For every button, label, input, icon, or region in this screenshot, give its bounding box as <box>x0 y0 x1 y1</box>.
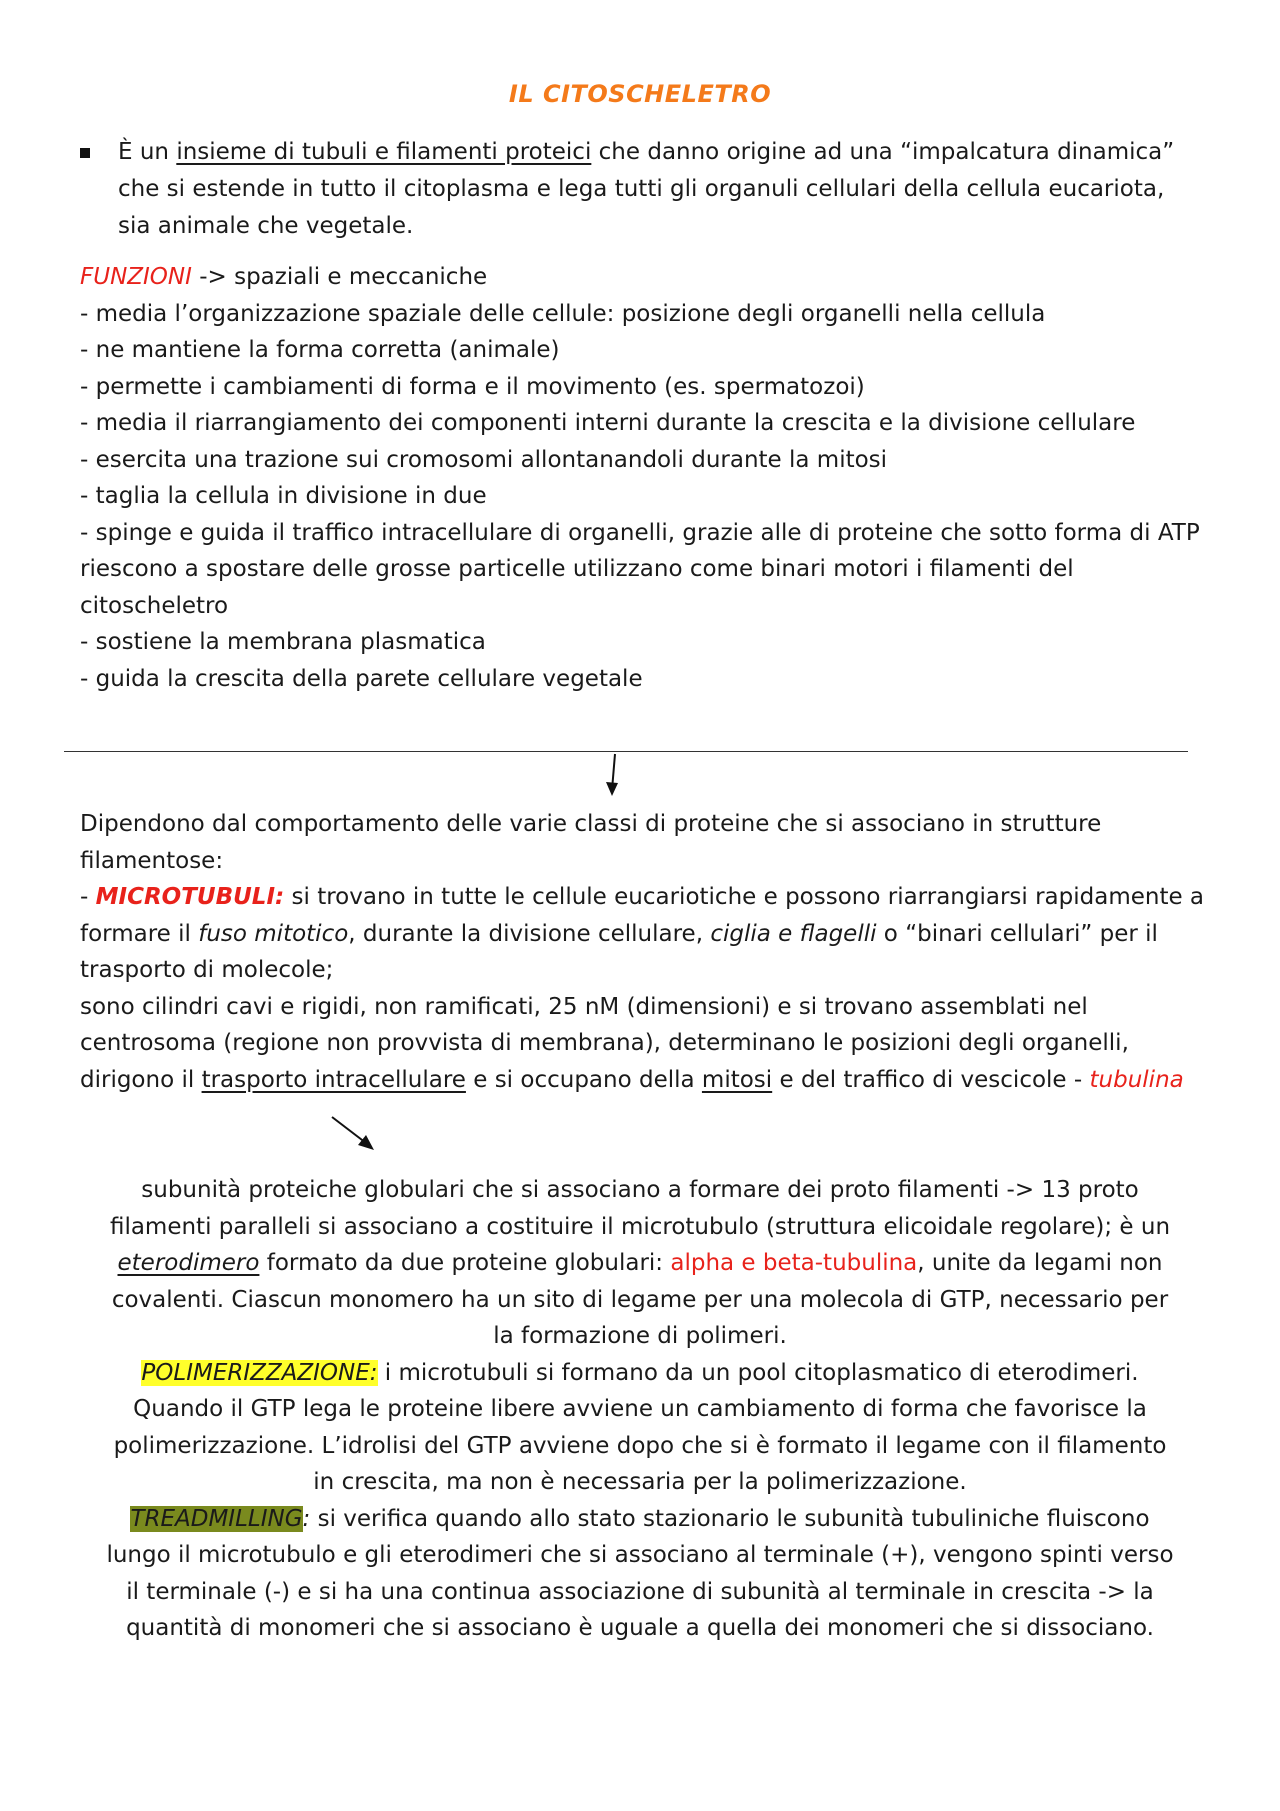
microtubuli-label: MICROTUBULI: <box>95 884 285 910</box>
treadmilling-text: si verifica quando allo stato stazionario le subunità tubuliniche fluiscono lungo il microtubulo e gli eterodimeri che si associano al terminale (+), vengono spinti verso il terminale (-) e si ha una continua associazione di subunità al terminale in crescita -> la quantità di monomeri che si associano è uguale a quella dei monomeri che si dissociano. <box>106 1505 1174 1641</box>
funzioni-item: - esercita una trazione sui cromosomi allontanandoli durante la mitosi <box>80 446 888 473</box>
fuso-mitotico: fuso mitotico <box>198 920 349 947</box>
funzioni-item: - taglia la cellula in divisione in due <box>80 483 487 509</box>
cilindri-paragraph <box>80 989 1210 1099</box>
dipendono-text: Dipendono dal comportamento delle varie classi di proteine che si associano in strutture filamentose: <box>80 811 1102 874</box>
funzioni-item: - ne mantiene la forma corretta (animale) <box>80 337 560 363</box>
funzioni-item: - permette i cambiamenti di forma e il movimento (es. spermatozoi) <box>80 373 865 400</box>
subunita-text-2: formato da due proteine globulari: <box>259 1250 671 1276</box>
cilindri-text-3: e del traffico di vescicole - <box>772 1066 1090 1093</box>
microtubuli-dash: - <box>80 884 96 910</box>
square-bullet-icon <box>80 148 90 158</box>
page-title: IL CITOSCHELETRO <box>508 80 772 108</box>
diagonal-arrow-icon <box>330 1113 378 1153</box>
intro-text-2: che danno origine ad una “impalcatura dinamica” che si estende in tutto il citoplasma e lega tutti gli organuli cellulari della cellula eucariota, sia animale che vegetale. <box>118 139 1175 239</box>
funzioni-label: FUNZIONI <box>80 264 192 290</box>
intro-text <box>118 134 1190 245</box>
microtubuli-section <box>80 806 1210 1098</box>
treadmilling-label: TREADMILLING <box>130 1505 303 1532</box>
microtubuli-text-3: o “binari cellulari” per il trasporto di molecole; <box>80 920 1158 983</box>
treadmilling-colon: : <box>302 1505 311 1532</box>
polimerizzazione-paragraph <box>100 1355 1180 1501</box>
funzioni-item: - spinge e guida il traffico intracellulare di organelli, grazie alle di proteine che sotto forma di ATP riescono a spostare delle grosse particelle utilizzano come binari motori i filamenti del citoscheletro <box>80 519 1200 619</box>
trasporto-underlined: trasporto intracellulare <box>201 1066 466 1093</box>
funzioni-label-rest: -> spaziali e meccaniche <box>191 264 488 290</box>
eterodimero-label: eterodimero <box>117 1250 260 1276</box>
subunita-paragraph <box>100 1172 1180 1355</box>
microtubuli-text-1: si trovano in tutte le cellule eucariotiche e possono riarrangiarsi rapidamente a formare il <box>80 884 1205 947</box>
intro-underlined: insieme di tubuli e filamenti proteici <box>176 139 592 165</box>
cilindri-text-2: e si occupano della <box>465 1066 702 1093</box>
funzioni-item: - guida la crescita della parete cellulare vegetale <box>80 665 643 692</box>
polimerizzazione-label: POLIMERIZZAZIONE: <box>141 1359 378 1386</box>
cilindri-text-1: sono cilindri cavi e rigidi, non ramificati, 25 nM (dimensioni) e si trovano assemblati nel centrosoma (regione non provvista di membrana), determinano le posizioni degli organelli, dirigono il <box>80 993 1129 1093</box>
alpha-beta-tubulina: alpha e beta-tubulina <box>670 1250 918 1276</box>
tubulina-label: tubulina <box>1089 1066 1184 1093</box>
funzioni-item: - sostiene la membrana plasmatica <box>80 629 486 655</box>
microtubuli-text-2: , durante la divisione cellulare, <box>348 920 711 947</box>
mitosi-underlined: mitosi <box>701 1066 773 1093</box>
funzioni-item: - media il riarrangiamento dei componenti interni durante la crescita e la divisione cellulare <box>80 410 1136 436</box>
polimerizzazione-text: i microtubuli si formano da un pool citoplasmatico di eterodimeri. Quando il GTP lega le proteine libere avviene un cambiamento di forma che favorisce la polimerizzazione. L’idrolisi del GTP avviene dopo che si è formato il legame con il filamento in crescita, ma non è necessaria per la polimerizzazione. <box>113 1359 1167 1495</box>
funzioni-section <box>80 259 1210 697</box>
funzioni-heading <box>80 259 1210 296</box>
intro-bullet <box>80 134 1190 245</box>
ciglia-flagelli: ciglia e flagelli <box>710 920 877 947</box>
funzioni-item: - media l’organizzazione spaziale delle cellule: posizione degli organelli nella cellula <box>80 300 1046 327</box>
intro-text-1: È un <box>118 139 177 165</box>
down-arrow-icon <box>600 752 630 798</box>
microtubuli-paragraph <box>80 879 1210 989</box>
subunita-text-1: subunità proteiche globulari che si associano a formare dei proto filamenti -> 13 proto filamenti paralleli si associano a costituire il microtubulo (struttura elicoidale regolare); è un <box>109 1177 1171 1240</box>
tubulina-section <box>100 1172 1180 1647</box>
subunita-text-3: , unite da legami non covalenti. Ciascun monomero ha un sito di legame per una molecola di GTP, necessario per la formazione di polimeri. <box>111 1250 1169 1349</box>
treadmilling-paragraph <box>100 1501 1180 1647</box>
